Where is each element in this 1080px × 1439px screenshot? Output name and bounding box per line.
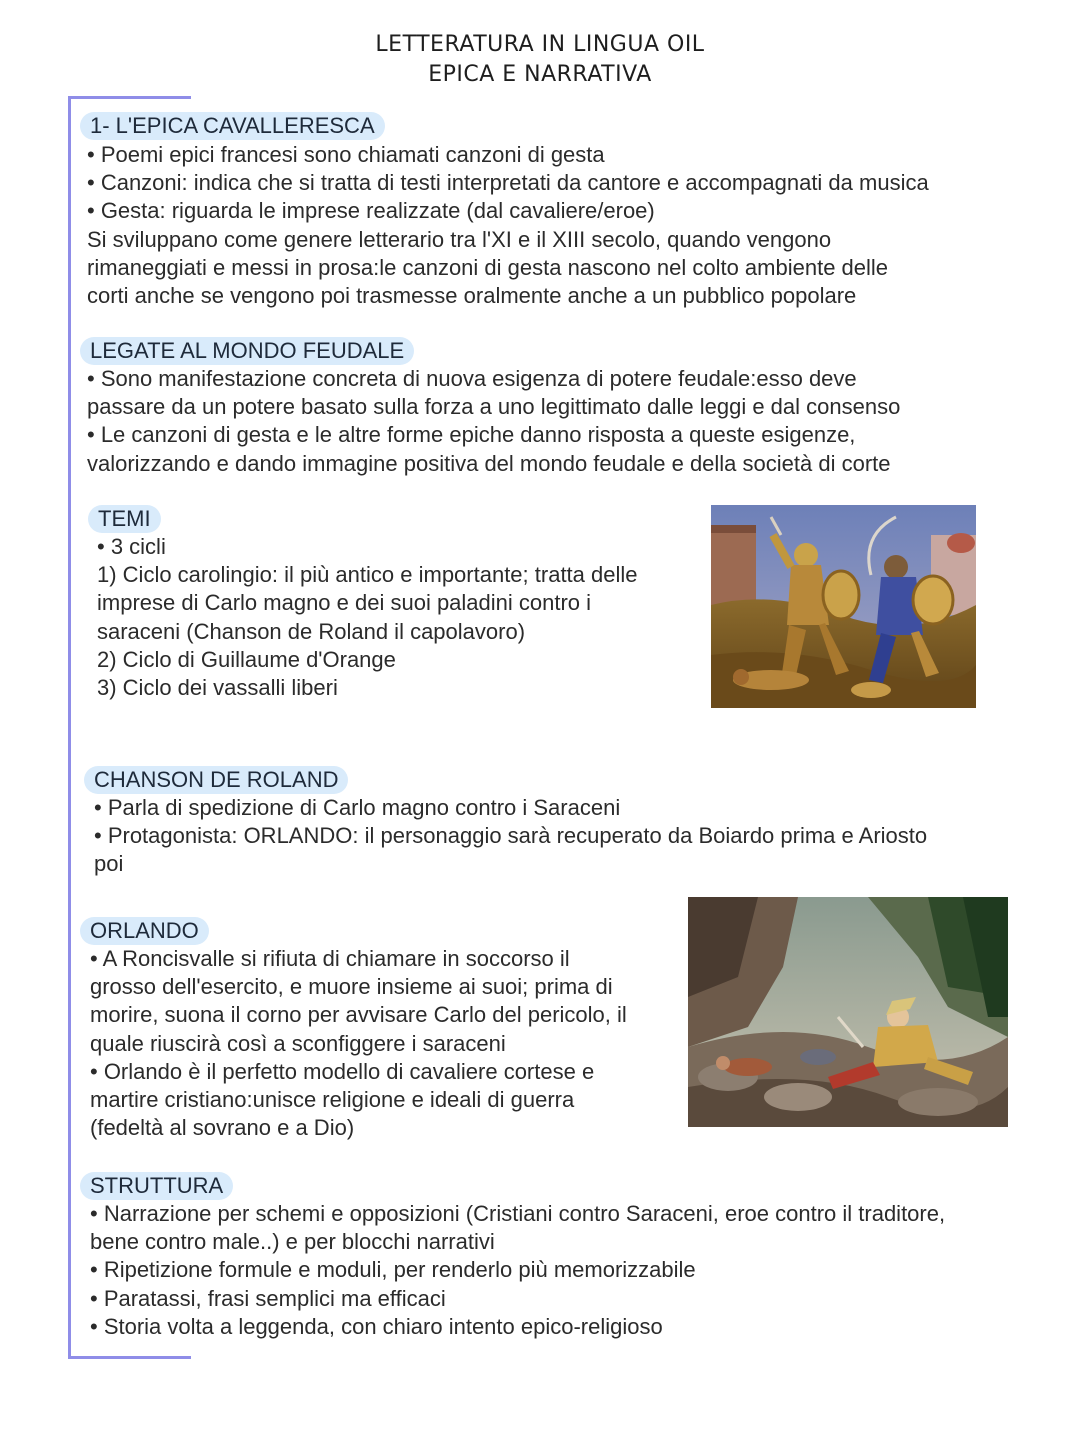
text-line: • 3 cicli [97,534,166,559]
section-body-feudale [87,365,900,478]
section-heading-temi: TEMI [88,505,161,533]
section-heading-chanson: CHANSON DE ROLAND [84,766,348,794]
text-line: • Narrazione per schemi e opposizioni (Cristiani contro Saraceni, eroe contro il traditore, [90,1201,946,1226]
page-subtitle: EPICA E NARRATIVA [428,62,652,87]
text-line: (fedeltà al sovrano e a Dio) [90,1115,355,1141]
text-line: • A Roncisvalle si rifiuta di chiamare in soccorso il [90,946,570,971]
text-line: 2) Ciclo di Guillaume d'Orange [97,646,396,672]
text-line: • Le canzoni di gesta e le altre forme epiche danno risposta a queste esigenze, [87,422,856,448]
text-line: bene contro male..) e per blocchi narrativi [90,1229,495,1255]
text-line: passare da un potere basato sulla forza a uno legittimato dalle leggi e dal consenso [87,394,901,420]
page-title: LETTERATURA IN LINGUA OIL [375,32,705,57]
battle-painting-image [711,505,976,708]
text-line: 3) Ciclo dei vassalli liberi [97,675,338,701]
text-line: grosso dell'esercito, e muore insieme ai suoi; prima di [90,974,613,1000]
text-line: • Sono manifestazione concreta di nuova esigenza di potere feudale:esso deve [87,366,857,391]
section-body-epica [87,141,929,310]
section-body-temi [97,533,638,702]
text-line: Si sviluppano come genere letterario tra l'XI e il XIII secolo, quando vengono [87,226,832,252]
text-line: • Poemi epici francesi sono chiamati canzoni di gesta [87,142,605,167]
text-line: quale riuscirà così a sconfiggere i saraceni [90,1030,506,1056]
section-body-orlando [90,945,627,1142]
text-line: • Parla di spedizione di Carlo magno contro i Saraceni [94,795,621,820]
text-line: • Ripetizione formule e moduli, per renderlo più memorizzabile [90,1257,696,1283]
text-line: 1) Ciclo carolingio: il più antico e importante; tratta delle [97,562,638,588]
text-line: valorizzando e dando immagine positiva del mondo feudale e della società di corte [87,450,891,476]
section-heading-orlando: ORLANDO [80,917,209,945]
text-line: • Orlando è il perfetto modello di cavaliere cortese e [90,1058,595,1084]
section-body-chanson [94,794,927,879]
text-line: saraceni (Chanson de Roland il capolavoro) [97,618,526,644]
text-line: corti anche se vengono poi trasmesse oralmente anche a un pubblico popolare [87,283,857,309]
section-body-struttura [90,1200,945,1341]
text-line: • Canzoni: indica che si tratta di testi interpretati da cantore e accompagnati da musica [87,170,929,196]
text-line: morire, suona il corno per avvisare Carlo del pericolo, il [90,1002,627,1028]
text-line: • Paratassi, frasi semplici ma efficaci [90,1285,446,1311]
section-heading-epica: 1- L'EPICA CAVALLERESCA [80,112,385,140]
text-line: • Protagonista: ORLANDO: il personaggio sarà recuperato da Boiardo prima e Ariosto [94,823,928,849]
text-line: martire cristiano:unisce religione e ideali di guerra [90,1087,575,1113]
text-line: • Storia volta a leggenda, con chiaro intento epico-religioso [90,1313,663,1339]
roland-death-painting-image [688,897,1008,1127]
section-heading-struttura: STRUTTURA [80,1172,233,1200]
text-line: • Gesta: riguarda le imprese realizzate (dal cavaliere/eroe) [87,198,655,224]
text-line: rimaneggiati e messi in prosa:le canzoni di gesta nascono nel colto ambiente delle [87,254,889,280]
section-heading-feudale: LEGATE AL MONDO FEUDALE [80,337,414,365]
text-line: imprese di Carlo magno e dei suoi paladini contro i [97,590,592,616]
text-line: poi [94,851,124,877]
